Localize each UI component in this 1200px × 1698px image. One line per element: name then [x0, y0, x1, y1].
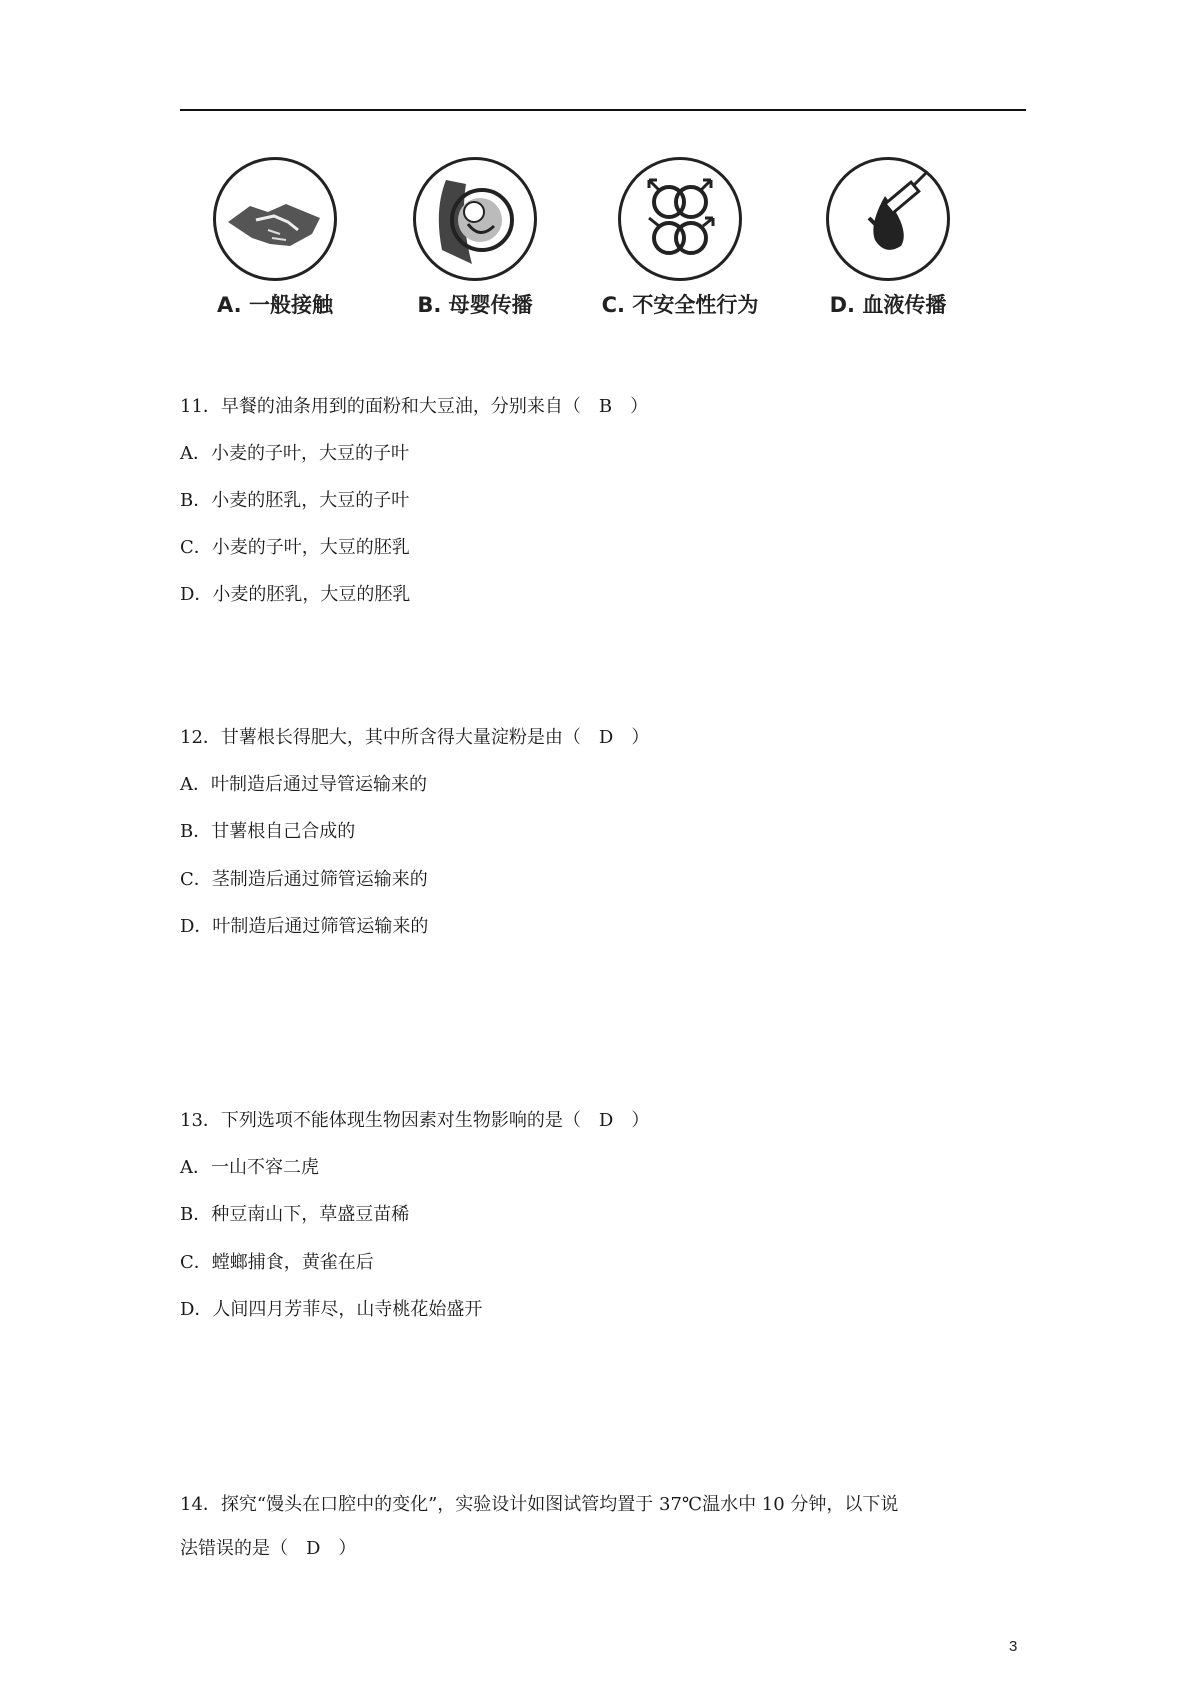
option-c: C．螳螂捕食，黄雀在后	[180, 1252, 374, 1273]
option-c: C．茎制造后通过筛管运输来的	[180, 869, 428, 890]
question-13	[180, 1107, 649, 1324]
option-a: A．一山不容二虎	[180, 1157, 319, 1178]
option-a: A．叶制造后通过导管运输来的	[180, 774, 427, 795]
question-12	[180, 724, 649, 941]
question-stem: 14．探究“馒头在口腔中的变化”，实验设计如图试管均置于 37℃温水中 10 分钟，以下说	[180, 1494, 899, 1515]
question-stem: 12．甘薯根长得肥大，其中所含得大量淀粉是由（ D ）	[180, 727, 650, 748]
header-rule	[180, 109, 1026, 111]
page-number: 3	[1009, 1638, 1018, 1655]
option-d: D．叶制造后通过筛管运输来的	[180, 916, 429, 937]
option-b: B．种豆南山下，草盛豆苗稀	[180, 1204, 410, 1225]
figure-caption-b: B. 母婴传播	[417, 293, 533, 317]
question-14	[180, 1491, 898, 1563]
option-b: B．甘薯根自己合成的	[180, 821, 356, 842]
figure-caption-d: D. 血液传播	[829, 293, 947, 317]
question-stem: 13．下列选项不能体现生物因素对生物影响的是（ D ）	[180, 1110, 650, 1131]
question-11	[180, 393, 648, 609]
hiv-transmission-figure	[180, 145, 1026, 340]
handshake-icon	[213, 157, 337, 281]
option-c: C．小麦的子叶，大豆的胚乳	[180, 537, 410, 558]
sexual-contact-icon	[618, 157, 742, 281]
figure-caption-c: C. 不安全性行为	[601, 293, 759, 317]
option-a: A．小麦的子叶，大豆的子叶	[180, 443, 409, 464]
option-d: D．小麦的胚乳，大豆的胚乳	[180, 584, 411, 605]
figure-caption-a: A. 一般接触	[217, 293, 333, 317]
question-stem: 11．早餐的油条用到的面粉和大豆油，分别来自（ B ）	[180, 396, 649, 417]
option-b: B．小麦的胚乳，大豆的子叶	[180, 490, 410, 511]
mother-infant-icon	[413, 157, 537, 281]
syringe-blood-icon	[826, 157, 950, 281]
option-d: D．人间四月芳菲尽，山寺桃花始盛开	[180, 1299, 483, 1320]
question-stem-continuation: 法错误的是（ D ）	[180, 1538, 357, 1559]
